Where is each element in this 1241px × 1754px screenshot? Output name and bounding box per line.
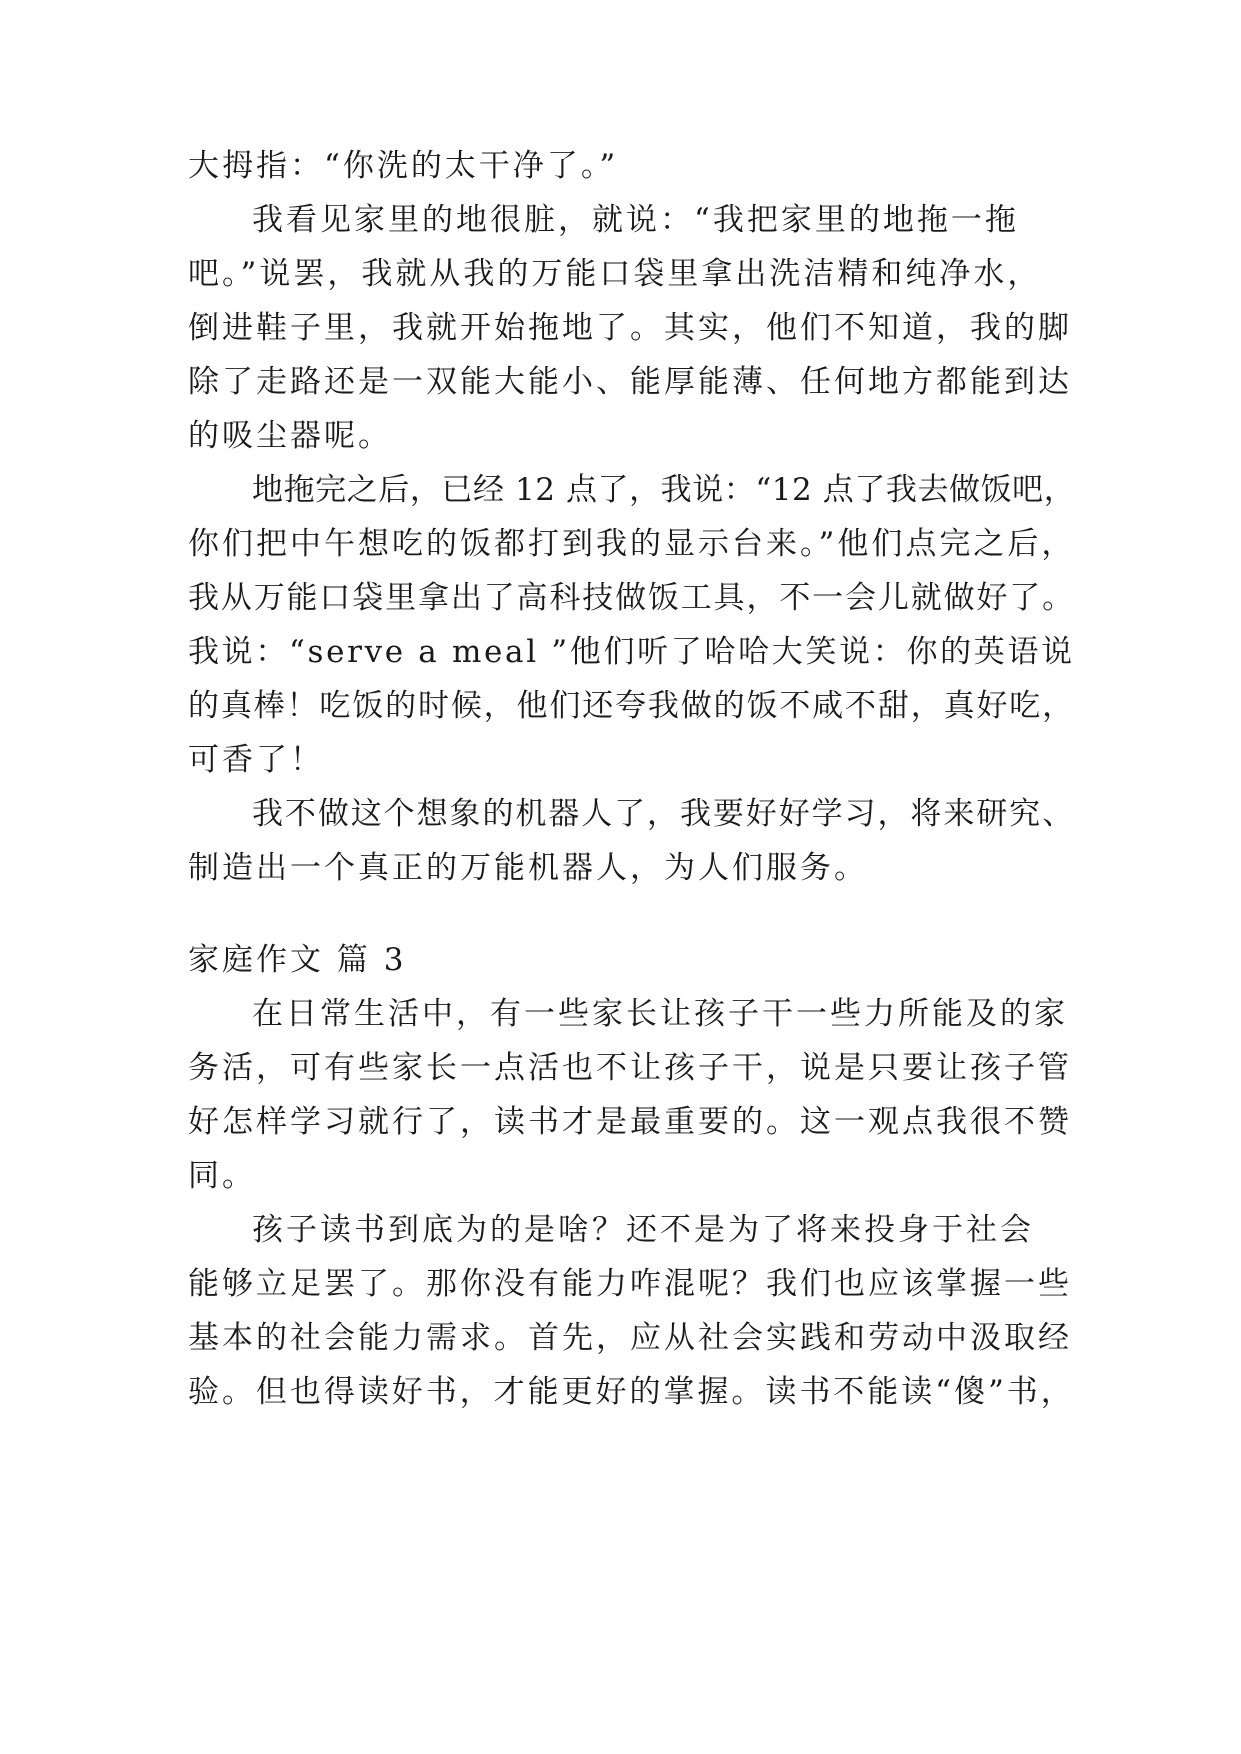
- text-line: 可香了！: [188, 742, 324, 778]
- text-line: 能够立足罢了。那你没有能力咋混呢？我们也应该掌握一些: [188, 1266, 1072, 1302]
- section-heading: 家庭作文 篇 3: [188, 942, 407, 978]
- text-line: 的真棒！吃饭的时候，他们还夸我做的饭不咸不甜，真好吃，: [188, 688, 1075, 724]
- paragraph-start: 我不做这个想象的机器人了，我要好好学习，将来研究、: [252, 796, 1075, 832]
- text-line: 你们把中午想吃的饭都打到我的显示台来。”他们点完之后，: [188, 526, 1076, 562]
- text-line: 我说：“serve a meal ”他们听了哈哈大笑说：你的英语说: [188, 634, 1075, 670]
- text-line: 我从万能口袋里拿出了高科技做饭工具，不一会儿就做好了。: [188, 580, 1075, 616]
- paragraph-start: 我看见家里的地很脏，就说：“我把家里的地拖一拖: [252, 202, 1019, 238]
- text-line: 同。: [188, 1158, 256, 1194]
- text-line: 基本的社会能力需求。首先，应从社会实践和劳动中汲取经: [188, 1320, 1072, 1356]
- text-line: 倒进鞋子里，我就开始拖地了。其实，他们不知道，我的脚: [188, 310, 1072, 346]
- text-line: 制造出一个真正的万能机器人，为人们服务。: [188, 850, 868, 886]
- text-line: 验。但也得读好书，才能更好的掌握。读书不能读“傻”书，: [188, 1374, 1075, 1410]
- paragraph-start: 在日常生活中，有一些家长让孩子干一些力所能及的家: [252, 996, 1068, 1032]
- paragraph-start: 地拖完之后，已经 12 点了，我说：“12 点了我去做饭吧，: [252, 472, 1076, 508]
- text-line: 务活，可有些家长一点活也不让孩子干，说是只要让孩子管: [188, 1050, 1072, 1086]
- text-line: 大拇指：“你洗的太干净了。”: [188, 148, 619, 184]
- text-line: 的吸尘器呢。: [188, 418, 392, 454]
- text-line: 除了走路还是一双能大能小、能厚能薄、任何地方都能到达: [188, 364, 1072, 400]
- paragraph-start: 孩子读书到底为的是啥？还不是为了将来投身于社会: [252, 1212, 1034, 1248]
- text-line: 好怎样学习就行了，读书才是最重要的。这一观点我很不赞: [188, 1104, 1072, 1140]
- text-line: 吧。”说罢，我就从我的万能口袋里拿出洗洁精和纯净水，: [188, 256, 1042, 292]
